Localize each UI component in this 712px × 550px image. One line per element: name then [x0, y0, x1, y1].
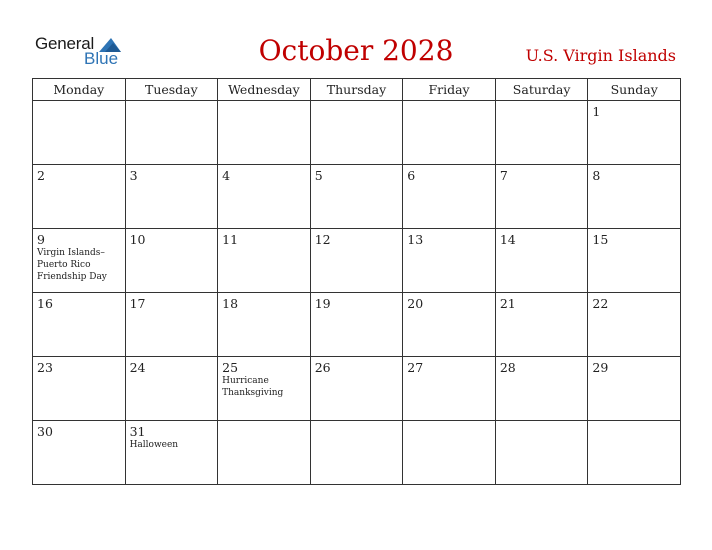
week-row [33, 293, 681, 357]
day-number: 7 [499, 168, 508, 183]
week-row [33, 229, 681, 293]
calendar-body [33, 101, 681, 485]
weekday-header: Monday [33, 79, 126, 101]
weekday-header: Friday [403, 79, 496, 101]
day-cell [125, 101, 218, 165]
day-cell [403, 229, 496, 293]
day-cell [310, 165, 403, 229]
day-cell [403, 421, 496, 485]
holiday-label: Friendship Day [37, 272, 107, 282]
calendar-title: October 2028 [258, 34, 454, 67]
day-number: 26 [314, 360, 331, 375]
calendar-grid [32, 78, 681, 485]
day-cell [310, 357, 403, 421]
day-cell [310, 101, 403, 165]
day-number: 2 [37, 168, 45, 183]
day-cell [588, 229, 681, 293]
day-cell [125, 357, 218, 421]
week-row [33, 101, 681, 165]
day-cell [125, 229, 218, 293]
holiday-label: Virgin Islands– [37, 248, 105, 258]
holiday-label: Hurricane [222, 376, 269, 386]
day-number: 29 [592, 360, 609, 375]
holiday-label: Halloween [129, 440, 179, 450]
logo-general-text: General [35, 34, 95, 53]
day-number: 5 [314, 168, 323, 183]
day-cell [310, 293, 403, 357]
day-number: 20 [407, 296, 424, 311]
day-number: 22 [592, 296, 609, 311]
logo-blue-text: Blue [84, 49, 119, 68]
day-cell [495, 229, 588, 293]
day-number: 13 [407, 232, 424, 247]
holiday-label: Thanksgiving [222, 388, 284, 398]
day-number: 25 [222, 360, 239, 375]
day-number: 30 [37, 424, 53, 439]
day-cell [33, 165, 126, 229]
day-cell [218, 357, 311, 421]
day-cell [588, 357, 681, 421]
day-cell [218, 293, 311, 357]
holiday-label: Puerto Rico [37, 260, 91, 270]
day-cell [125, 165, 218, 229]
week-row [33, 357, 681, 421]
day-number: 23 [37, 360, 53, 375]
day-cell [125, 421, 218, 485]
day-number: 16 [37, 296, 53, 311]
day-number: 27 [407, 360, 424, 375]
day-cell [588, 101, 681, 165]
day-number: 12 [314, 232, 331, 247]
day-number: 28 [499, 360, 516, 375]
day-cell [33, 357, 126, 421]
day-number: 3 [129, 168, 138, 183]
day-number: 15 [592, 232, 609, 247]
day-number: 31 [129, 424, 146, 439]
weekday-header: Tuesday [125, 79, 218, 101]
weekday-header: Sunday [588, 79, 681, 101]
week-row [33, 165, 681, 229]
day-cell [33, 293, 126, 357]
day-number: 14 [499, 232, 516, 247]
day-cell [218, 229, 311, 293]
day-cell [495, 165, 588, 229]
weekday-header: Wednesday [218, 79, 311, 101]
day-cell [403, 357, 496, 421]
day-cell [403, 293, 496, 357]
day-cell [218, 101, 311, 165]
day-number: 8 [592, 168, 601, 183]
day-cell [588, 165, 681, 229]
day-number: 19 [314, 296, 331, 311]
day-number: 9 [37, 232, 45, 247]
day-number: 18 [222, 296, 239, 311]
day-cell [218, 421, 311, 485]
day-cell [310, 229, 403, 293]
day-number: 10 [129, 232, 146, 247]
day-cell [588, 421, 681, 485]
day-cell [403, 165, 496, 229]
day-cell [495, 421, 588, 485]
day-cell [33, 229, 126, 293]
day-cell [218, 165, 311, 229]
day-cell [495, 357, 588, 421]
weekday-header-row [33, 79, 681, 101]
weekday-header: Saturday [495, 79, 588, 101]
day-number: 24 [129, 360, 146, 375]
day-number: 21 [499, 296, 516, 311]
day-cell [125, 293, 218, 357]
day-cell [403, 101, 496, 165]
day-cell [310, 421, 403, 485]
region-label: U.S. Virgin Islands [525, 46, 676, 65]
week-row [33, 421, 681, 485]
day-cell [33, 421, 126, 485]
day-number: 4 [222, 168, 231, 183]
weekday-header: Thursday [310, 79, 403, 101]
day-cell [588, 293, 681, 357]
day-cell [495, 101, 588, 165]
day-number: 11 [222, 232, 239, 247]
day-cell [33, 101, 126, 165]
day-number: 17 [129, 296, 146, 311]
day-number: 6 [407, 168, 416, 183]
day-number: 1 [592, 104, 601, 119]
day-cell [495, 293, 588, 357]
